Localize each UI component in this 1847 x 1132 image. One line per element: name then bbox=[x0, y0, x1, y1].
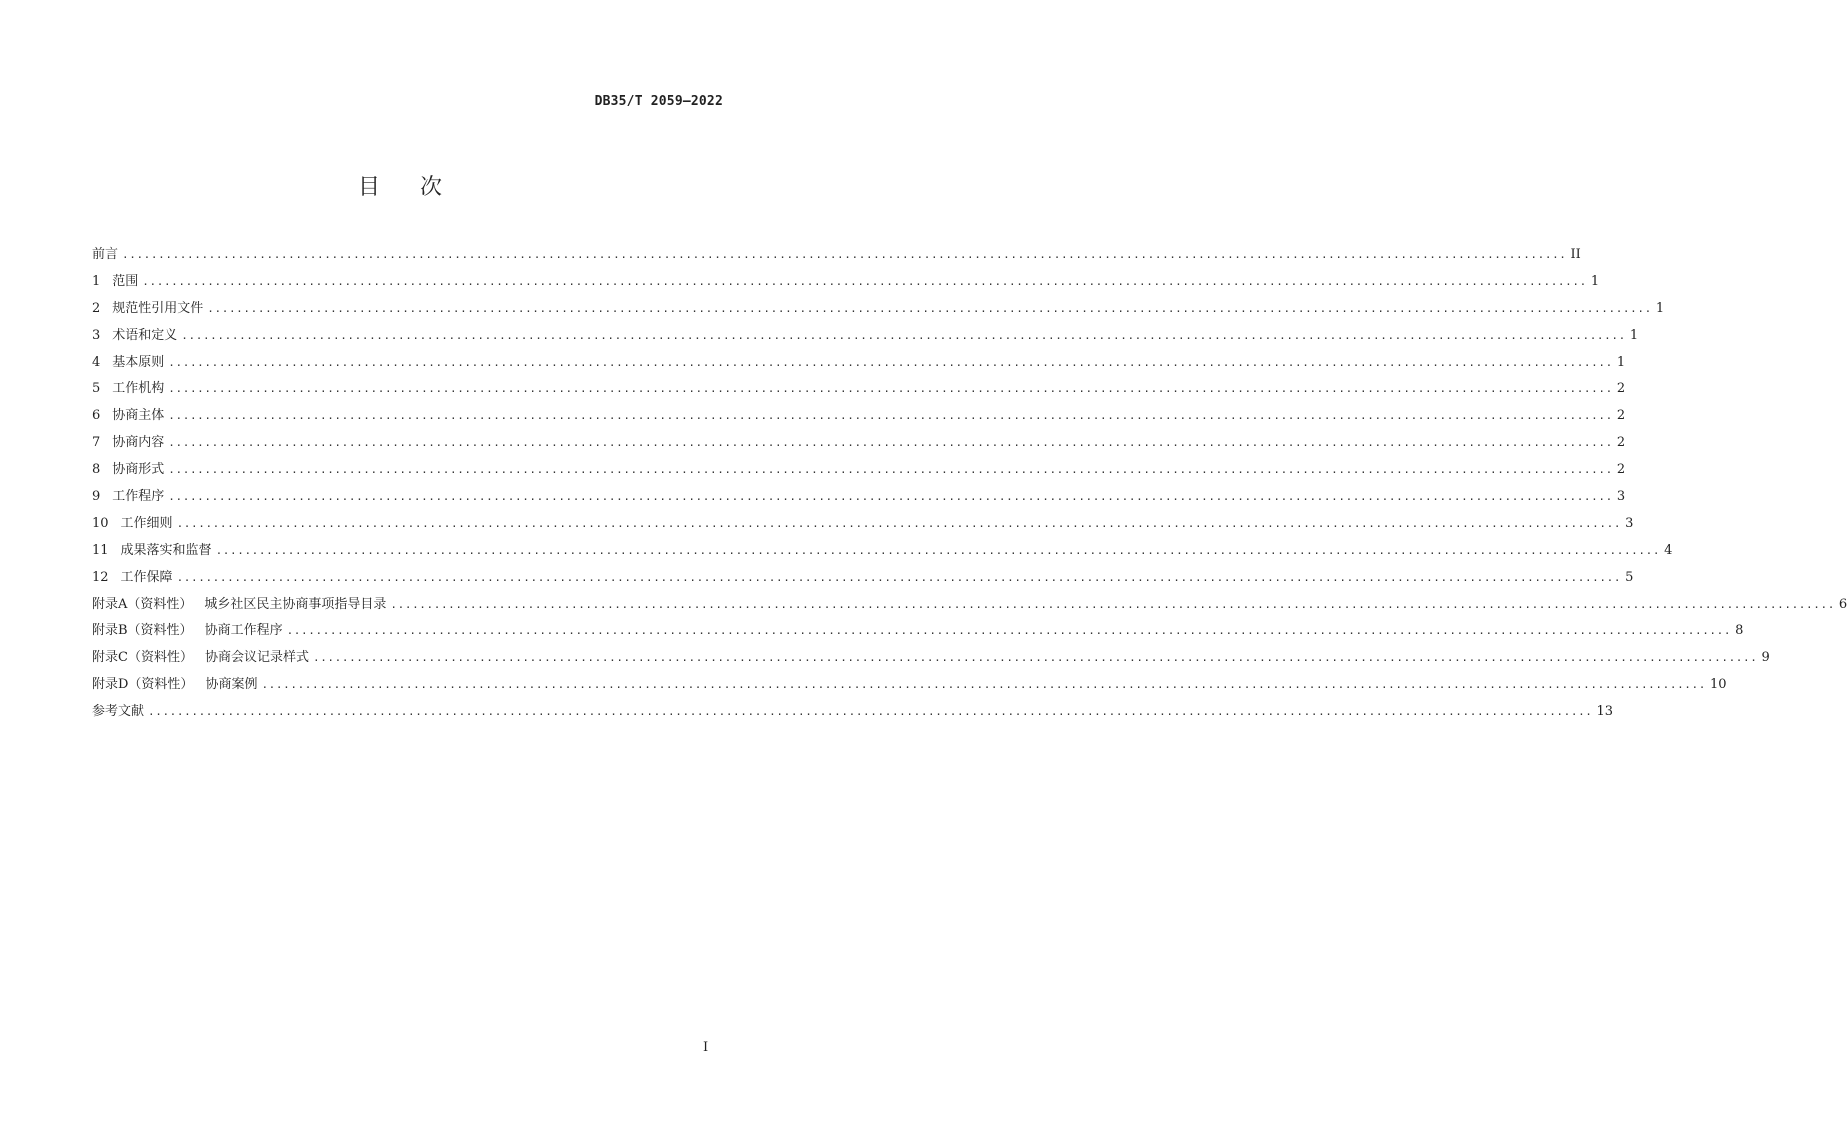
toc-entry-number: 10 bbox=[92, 515, 109, 531]
toc-entry-title: 成果落实和监督 bbox=[120, 542, 212, 558]
toc-entry-number: 8 bbox=[92, 462, 101, 478]
toc-entry-number: 11 bbox=[92, 542, 109, 558]
toc-entry[interactable] bbox=[92, 431, 1626, 458]
toc-entry-page: 8 bbox=[1735, 623, 1744, 639]
dot-leader: ........................................................................................................................................................................................................ bbox=[142, 274, 1587, 288]
toc-entry-title: 规范性引用文件 bbox=[112, 300, 204, 316]
dot-leader: ........................................................................................................................................................................................................ bbox=[181, 328, 1626, 342]
toc-entry[interactable] bbox=[92, 593, 1847, 620]
toc-entry-title: 协商内容 bbox=[112, 435, 165, 451]
toc-entry-title: 前言 bbox=[92, 247, 119, 262]
toc-entry-label bbox=[92, 324, 177, 343]
toc-entry-title: 协商会议记录样式 bbox=[204, 650, 309, 666]
toc-entry-label bbox=[92, 566, 173, 585]
toc-entry-number: 6 bbox=[92, 408, 101, 424]
dot-leader: ........................................................................................................................................................................................................ bbox=[207, 301, 1652, 315]
toc-entry-label bbox=[92, 512, 173, 531]
table-of-contents bbox=[92, 243, 1847, 727]
toc-entry-number: 5 bbox=[92, 381, 101, 397]
title-char: 目 bbox=[357, 175, 380, 200]
toc-entry-title: 工作程序 bbox=[112, 489, 165, 505]
toc-entry-title: 协商主体 bbox=[112, 408, 165, 424]
dot-leader: ........................................................................................................................................................................................................ bbox=[261, 678, 1706, 692]
toc-entry-page: 3 bbox=[1616, 489, 1626, 505]
dot-leader: ........................................................................................................................................................................................................ bbox=[286, 624, 1732, 638]
dot-leader: ........................................................................................................................................................................................................ bbox=[122, 248, 1567, 261]
toc-entry[interactable] bbox=[92, 700, 1614, 727]
toc-entry-label bbox=[92, 539, 212, 558]
toc-entry-page: 2 bbox=[1616, 462, 1626, 478]
toc-entry-number: 9 bbox=[92, 489, 101, 505]
toc-entry-number: 附录B（资料性） bbox=[92, 623, 193, 639]
toc-entry[interactable] bbox=[92, 512, 1634, 539]
dot-leader: ........................................................................................................................................................................................................ bbox=[215, 543, 1661, 557]
toc-entry-label bbox=[92, 243, 118, 262]
toc-entry-title: 术语和定义 bbox=[112, 327, 178, 343]
toc-entry-page: 6 bbox=[1838, 596, 1847, 612]
toc-entry[interactable] bbox=[92, 485, 1626, 512]
toc-entry-label bbox=[92, 377, 164, 396]
toc-entry-page: 2 bbox=[1616, 408, 1626, 424]
toc-entry-page: II bbox=[1570, 247, 1581, 262]
page-number: I bbox=[703, 1040, 709, 1055]
dot-leader: ........................................................................................................................................................................................................ bbox=[168, 409, 1613, 423]
page-title bbox=[0, 170, 800, 201]
toc-entry-page: 4 bbox=[1664, 542, 1673, 558]
toc-entry[interactable] bbox=[92, 297, 1665, 324]
toc-entry-page: 2 bbox=[1616, 381, 1626, 397]
toc-entry-title: 城乡社区民主协商事项指导目录 bbox=[204, 596, 387, 612]
dot-leader: ........................................................................................................................................................................................................ bbox=[176, 516, 1622, 530]
toc-entry-title: 基本原则 bbox=[112, 354, 165, 370]
toc-entry-number: 12 bbox=[92, 569, 109, 585]
dot-leader: ........................................................................................................................................................................................................ bbox=[168, 436, 1613, 450]
toc-entry-title: 协商工作程序 bbox=[204, 623, 283, 639]
toc-entry-page: 1 bbox=[1629, 327, 1639, 343]
dot-leader: ........................................................................................................................................................................................................ bbox=[312, 651, 1758, 665]
toc-entry-label bbox=[92, 646, 309, 665]
toc-entry[interactable] bbox=[92, 566, 1634, 593]
toc-entry-number: 附录D（资料性） bbox=[92, 677, 194, 693]
toc-entry-label bbox=[92, 485, 164, 504]
toc-entry-page: 5 bbox=[1625, 569, 1634, 585]
toc-entry[interactable] bbox=[92, 646, 1770, 673]
toc-entry-label bbox=[92, 619, 283, 638]
toc-entry[interactable] bbox=[92, 243, 1581, 270]
toc-entry[interactable] bbox=[92, 673, 1727, 700]
toc-entry-page: 10 bbox=[1709, 677, 1727, 693]
toc-entry-label bbox=[92, 297, 203, 316]
dot-leader: ........................................................................................................................................................................................................ bbox=[168, 355, 1613, 369]
title-char: 次 bbox=[420, 175, 443, 200]
dot-leader: ........................................................................................................................................................................................................ bbox=[168, 463, 1613, 477]
dot-leader: ........................................................................................................................................................................................................ bbox=[168, 382, 1613, 396]
toc-entry-title: 工作机构 bbox=[112, 381, 165, 397]
toc-entry-page: 1 bbox=[1590, 273, 1600, 289]
toc-entry[interactable] bbox=[92, 324, 1639, 351]
toc-entry[interactable] bbox=[92, 539, 1673, 566]
dot-leader: ........................................................................................................................................................................................................ bbox=[168, 490, 1613, 504]
toc-entry[interactable] bbox=[92, 377, 1626, 404]
toc-entry-label bbox=[92, 404, 164, 423]
toc-entry-number: 3 bbox=[92, 327, 101, 343]
toc-entry-title: 协商形式 bbox=[112, 462, 165, 478]
toc-entry-page: 1 bbox=[1655, 300, 1665, 316]
toc-entry[interactable] bbox=[92, 458, 1626, 485]
toc-entry-number: 2 bbox=[92, 300, 101, 316]
toc-entry-number: 7 bbox=[92, 435, 101, 451]
toc-entry[interactable] bbox=[92, 619, 1744, 646]
toc-entry-number: 附录A（资料性） bbox=[92, 596, 193, 612]
toc-entry-page: 13 bbox=[1596, 704, 1614, 720]
toc-entry[interactable] bbox=[92, 270, 1600, 297]
toc-entry-number: 附录C（资料性） bbox=[92, 650, 193, 666]
toc-entry-title: 协商案例 bbox=[205, 677, 258, 693]
toc-entry[interactable] bbox=[92, 351, 1626, 378]
dot-leader: ........................................................................................................................................................................................................ bbox=[390, 597, 1835, 611]
standard-code: DB35/T 2059—2022 bbox=[594, 94, 723, 109]
toc-entry-label bbox=[92, 431, 164, 450]
toc-entry-title: 参考文献 bbox=[92, 704, 145, 720]
toc-entry-label bbox=[92, 673, 257, 692]
toc-entry-label bbox=[92, 700, 144, 719]
toc-entry-label bbox=[92, 593, 386, 612]
toc-entry-number: 4 bbox=[92, 354, 101, 370]
dot-leader: ........................................................................................................................................................................................................ bbox=[148, 705, 1593, 719]
toc-entry-page: 3 bbox=[1625, 515, 1634, 531]
toc-entry-title: 工作保障 bbox=[120, 569, 173, 585]
toc-entry-number: 1 bbox=[92, 273, 101, 289]
toc-entry-label bbox=[92, 270, 138, 289]
toc-entry-title: 范围 bbox=[112, 273, 139, 289]
toc-entry-page: 2 bbox=[1616, 435, 1626, 451]
toc-entry-title: 工作细则 bbox=[120, 515, 173, 531]
toc-entry[interactable] bbox=[92, 404, 1626, 431]
toc-entry-label bbox=[92, 351, 164, 370]
toc-entry-page: 1 bbox=[1616, 354, 1626, 370]
toc-entry-label bbox=[92, 458, 164, 477]
dot-leader: ........................................................................................................................................................................................................ bbox=[176, 570, 1622, 584]
toc-entry-page: 9 bbox=[1761, 650, 1770, 666]
